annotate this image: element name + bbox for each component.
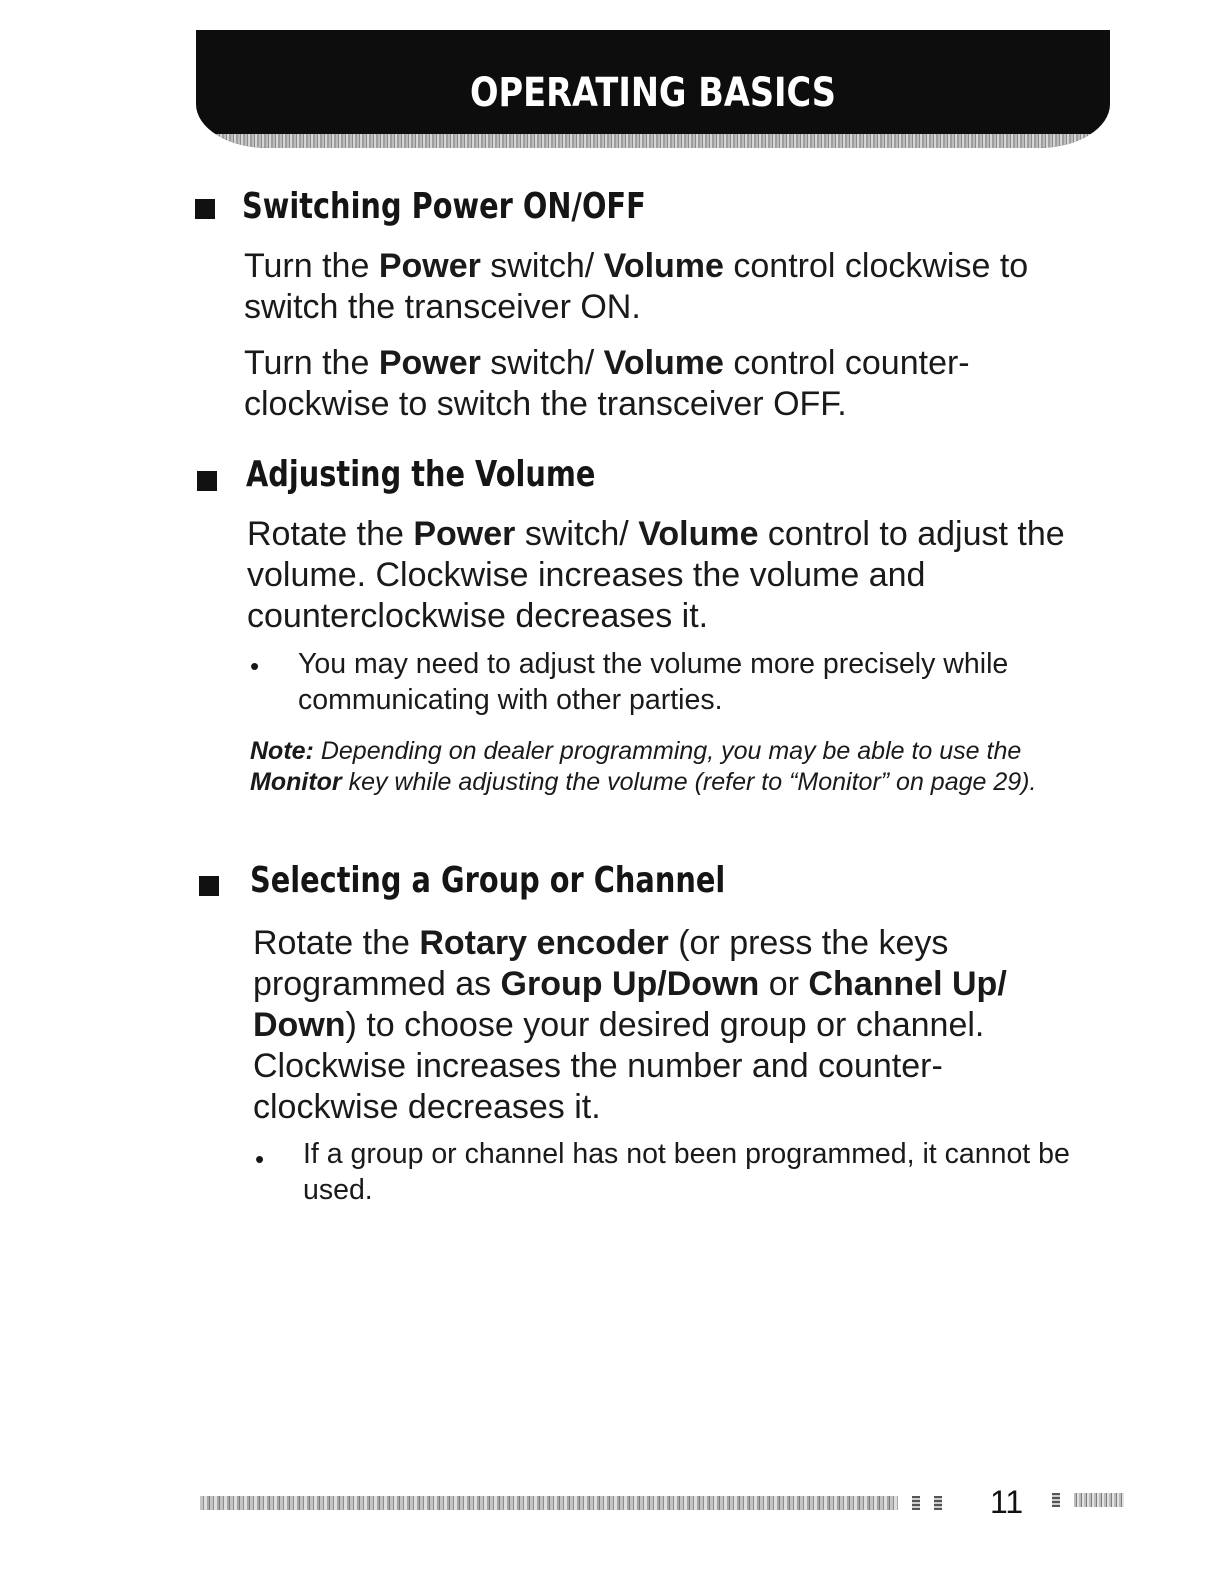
- list-item-volume: You may need to adjust the volume more precisely while communicating with other parties.: [298, 648, 1009, 716]
- footer-decoration: [1074, 1493, 1124, 1507]
- section-heading-power: Switching Power ON/OFF: [242, 186, 646, 227]
- section-heading-channel: Selecting a Group or Channel: [250, 860, 726, 901]
- section-bullet-icon: [195, 199, 215, 219]
- footer-decoration: [200, 1496, 898, 1510]
- header-banner: [196, 30, 1110, 148]
- list-item-channel: If a group or channel has not been programmed, it cannot be used.: [303, 1138, 1070, 1206]
- footer-decoration: [912, 1496, 920, 1510]
- list-bullet-icon: •: [250, 651, 260, 681]
- paragraph-power-on: Turn the Power switch/ Volume control clockwise to switch the transceiver ON.: [244, 247, 1029, 326]
- paragraph-power-off: Turn the Power switch/ Volume control counter-clockwise to switch the transceiver OFF.: [244, 344, 970, 423]
- note-volume: [250, 736, 1110, 798]
- paragraph-channel: Rotate the Rotary encoder (or press the keys programmed as Group Up/Down or Channel Up/ Down) to choose your desired group or channel. Clockwise increases the number and counter-clockwise decreases it.: [253, 924, 1007, 1126]
- page-title: OPERATING BASICS: [469, 70, 837, 116]
- note-label: Note:: [250, 737, 314, 765]
- footer-decoration: [1052, 1493, 1060, 1507]
- note-text: Depending on dealer programming, you may be able to use the Monitor key while adjusting the volume (refer to “Monitor” on page 29).: [250, 737, 1037, 796]
- footer-decoration: [934, 1496, 942, 1510]
- paragraph-volume: Rotate the Power switch/ Volume control to adjust the volume. Clockwise increases the volume and counterclockwise decreases it.: [247, 515, 1065, 635]
- section-bullet-icon: [197, 471, 217, 491]
- header-band: [196, 134, 1110, 148]
- list-bullet-icon: •: [255, 1144, 265, 1174]
- section-heading-volume: Adjusting the Volume: [246, 454, 596, 495]
- section-bullet-icon: [199, 876, 219, 896]
- page-number: 11: [990, 1484, 1024, 1520]
